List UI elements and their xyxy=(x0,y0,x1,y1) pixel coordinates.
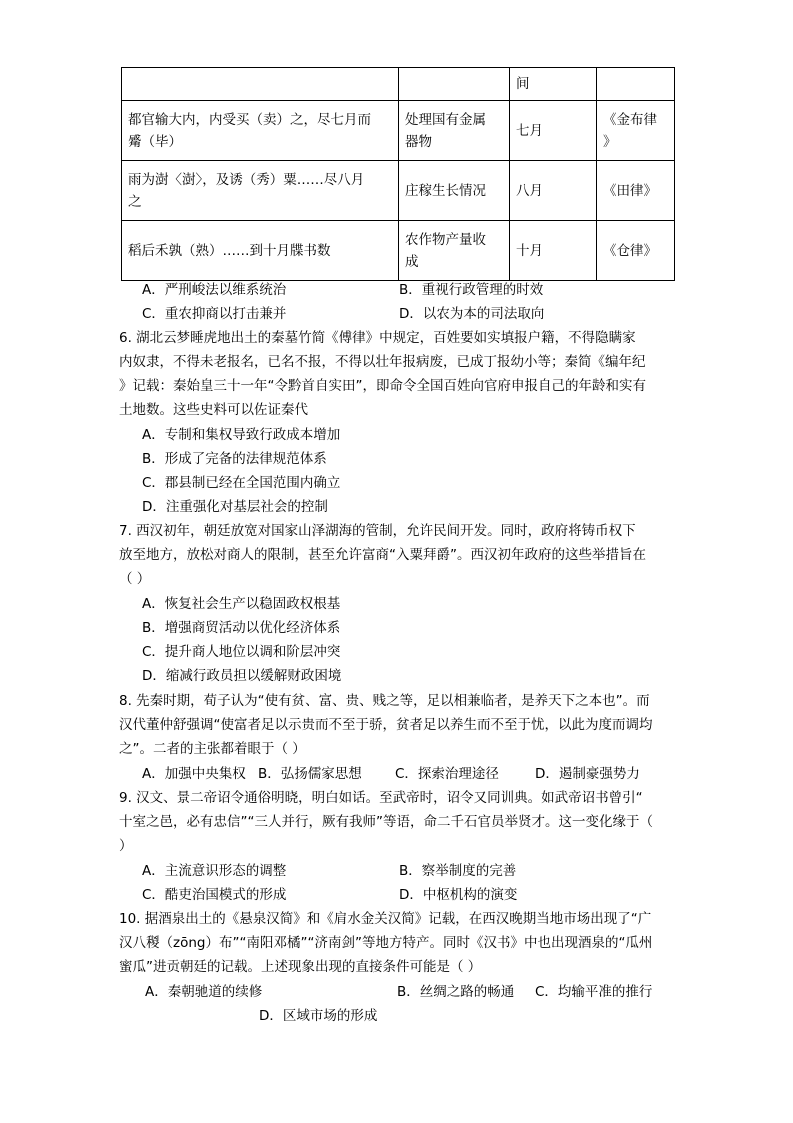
table-cell xyxy=(597,68,675,101)
q9-stem-line: 十室之邑，必有忠信”“三人并行，厥有我师”等语，命二千石官员举贤才。这一变化缘于（ xyxy=(119,814,653,830)
q8-stem-line: 汉代董仲舒强调“使富者足以示贵而不至于骄，贫者足以养生而不至于忧，以此为度而调均 xyxy=(119,717,653,733)
q9-option-c: C．酷吏治国模式的形成 xyxy=(142,887,287,903)
q7-option-a: A．恢复社会生产以稳固政权根基 xyxy=(142,596,341,612)
q10-option-a: A．秦朝驰道的续修 xyxy=(145,984,263,1000)
table-row xyxy=(122,101,675,161)
q8-stem-line: 之”。二者的主张都着眼于（ ） xyxy=(119,741,306,757)
q6-option-c: C．郡县制已经在全国范围内确立 xyxy=(142,475,341,491)
table-cell: 都官输大内，内受买（卖）之，尽七月而 觱（毕） xyxy=(122,101,399,161)
q6-option-a: A．专制和集权导致行政成本增加 xyxy=(142,427,341,443)
q8-option-b: B．弘扬儒家思想 xyxy=(258,766,362,782)
table-cell: 十月 xyxy=(510,221,597,281)
table-cell xyxy=(399,68,510,101)
q8-option-d: D．遏制豪强势力 xyxy=(535,766,640,782)
q7-stem-line: 7. 西汉初年，朝廷放宽对国家山泽湖海的管制，允许民间开发。同时，政府将铸币权下 xyxy=(119,523,636,539)
table-row xyxy=(122,161,675,221)
table-cell: 八月 xyxy=(510,161,597,221)
q8-option-c: C．探索治理途径 xyxy=(395,766,499,782)
table-cell: 庄稼生长情况 xyxy=(399,161,510,221)
q6-stem-line: 土地数。这些史料可以佐证秦代 xyxy=(119,402,308,418)
q10-option-c: C．均输平准的推行 xyxy=(535,984,653,1000)
q7-option-b: B．增强商贸活动以优化经济体系 xyxy=(142,620,341,636)
table-row xyxy=(122,221,675,281)
table-cell: 《金布律 》 xyxy=(597,101,675,161)
q8-stem-line: 8. 先秦时期，荀子认为“使有贫、富、贵、贱之等，足以相兼临者，是养天下之本也”。而 xyxy=(119,693,650,709)
table-cell: 稻后禾孰（熟）……到十月牒书数 xyxy=(122,221,399,281)
q7-option-c: C．提升商人地位以调和阶层冲突 xyxy=(142,644,341,660)
q5-option-a: A．严刑峻法以维系统治 xyxy=(142,282,287,298)
table-cell: 农作物产量收 成 xyxy=(399,221,510,281)
table-cell: 《仓律》 xyxy=(597,221,675,281)
q8-option-a: A．加强中央集权 xyxy=(142,766,246,782)
table-cell: 《田律》 xyxy=(597,161,675,221)
table-cell xyxy=(122,68,399,101)
table-cell: 雨为澍〈澍〉，及诱（秀）粟……尽八月 之 xyxy=(122,161,399,221)
law-table xyxy=(121,67,675,281)
q5-option-b: B．重视行政管理的时效 xyxy=(399,282,544,298)
q6-option-b: B．形成了完备的法律规范体系 xyxy=(142,451,327,467)
q5-option-d: D．以农为本的司法取向 xyxy=(399,306,545,322)
q10-stem-line: 蜜瓜”进贡朝廷的记载。上述现象出现的直接条件可能是（ ） xyxy=(119,959,482,975)
q7-stem-line: 放至地方，放松对商人的限制，甚至允许富商“入粟拜爵”。西汉初年政府的这些举措旨在 xyxy=(119,547,646,563)
q9-stem-line: ） xyxy=(119,838,133,854)
q10-stem-line: 10. 据酒泉出土的《悬泉汉简》和《肩水金关汉简》记载，在西汉晚期当地市场出现了“广 xyxy=(119,911,652,927)
q10-option-d: D．区域市场的形成 xyxy=(259,1008,378,1024)
q7-option-d: D．缩减行政员担以缓解财政困境 xyxy=(142,668,342,684)
q9-option-a: A．主流意识形态的调整 xyxy=(142,863,287,879)
table-cell: 处理国有金属 器物 xyxy=(399,101,510,161)
table-row xyxy=(122,68,675,101)
q9-stem-line: 9. 汉文、景二帝诏令通俗明晓，明白如话。至武帝时，诏令又同训典。如武帝诏书曾引“ xyxy=(119,790,643,806)
q6-stem-line: 6. 湖北云梦睡虎地出土的秦墓竹简《傅律》中规定，百姓要如实填报户籍，不得隐瞒家 xyxy=(119,330,636,346)
q9-option-b: B．察举制度的完善 xyxy=(399,863,517,879)
table-cell: 七月 xyxy=(510,101,597,161)
q9-option-d: D．中枢机构的演变 xyxy=(399,887,518,903)
q7-stem-line: （ ） xyxy=(119,571,151,587)
q5-option-c: C．重农抑商以打击兼并 xyxy=(142,306,287,322)
q10-option-b: B．丝绸之路的畅通 xyxy=(397,984,515,1000)
q6-option-d: D．注重强化对基层社会的控制 xyxy=(142,499,328,515)
q10-stem-line: 汉八稯（zōng）布”“南阳邓橘”“济南剑”等地方特产。同时《汉书》中也出现酒泉的“瓜州 xyxy=(119,935,653,951)
q6-stem-line: 内奴隶，不得未老报名，已名不报，不得以壮年报病废，已成丁报幼小等；秦简《编年纪 xyxy=(119,354,646,370)
q6-stem-line: 》记载：秦始皇三十一年“令黔首自实田”，即命令全国百姓向官府申报自己的年龄和实有 xyxy=(119,378,646,394)
table-cell: 间 xyxy=(510,68,597,101)
